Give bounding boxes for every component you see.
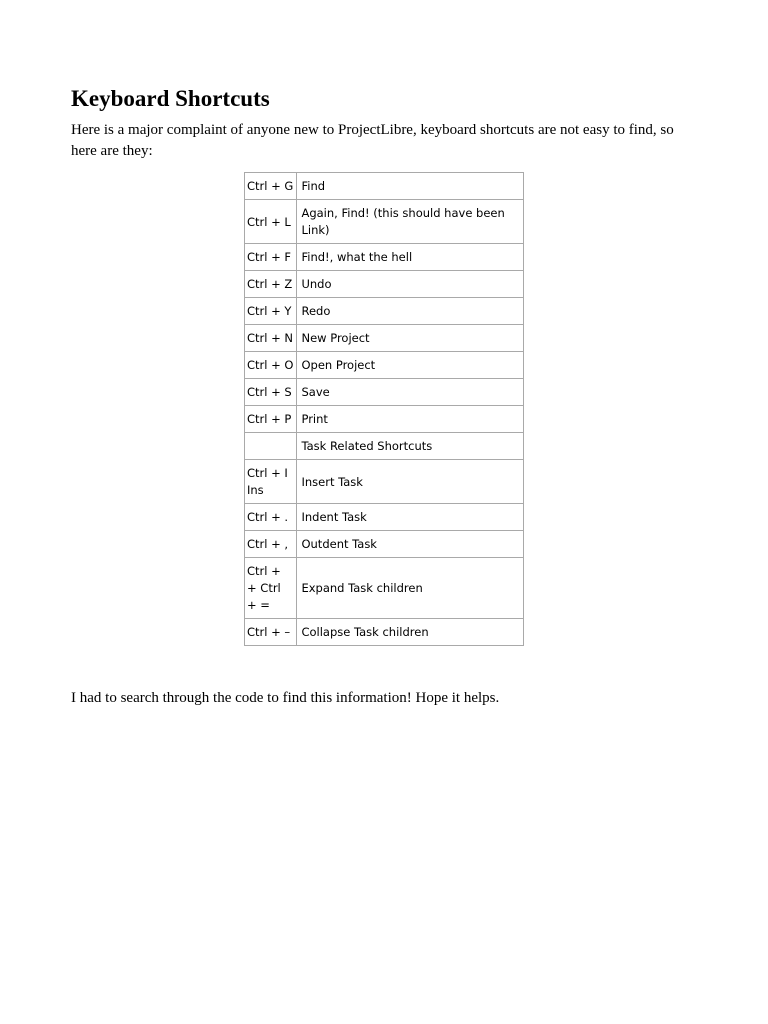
table-row bbox=[245, 352, 524, 379]
table-row bbox=[245, 298, 524, 325]
shortcut-description-cell: Outdent Task bbox=[297, 531, 524, 558]
table-row bbox=[245, 406, 524, 433]
shortcut-description-cell: Redo bbox=[297, 298, 524, 325]
shortcut-key-cell: Ctrl + N bbox=[245, 325, 297, 352]
table-row bbox=[245, 173, 524, 200]
table-row bbox=[245, 271, 524, 298]
shortcut-description-cell: Open Project bbox=[297, 352, 524, 379]
table-row bbox=[245, 200, 524, 244]
table-row bbox=[245, 325, 524, 352]
shortcut-description-cell: Save bbox=[297, 379, 524, 406]
shortcut-key-cell: Ctrl + G bbox=[245, 173, 297, 200]
shortcut-key-cell: Ctrl + . bbox=[245, 504, 297, 531]
shortcut-key-cell: Ctrl + S bbox=[245, 379, 297, 406]
table-section-row bbox=[245, 433, 524, 460]
shortcut-key-cell: Ctrl + F bbox=[245, 244, 297, 271]
shortcut-key-cell: Ctrl + , bbox=[245, 531, 297, 558]
shortcut-key-cell: Ctrl + P bbox=[245, 406, 297, 433]
section-heading-cell: Task Related Shortcuts bbox=[297, 433, 524, 460]
shortcut-description-cell: Collapse Task children bbox=[297, 619, 524, 646]
shortcut-description-cell: Print bbox=[297, 406, 524, 433]
shortcut-description-cell: New Project bbox=[297, 325, 524, 352]
shortcut-key-cell: Ctrl + + Ctrl + = bbox=[245, 558, 297, 619]
shortcut-key-cell: Ctrl + L bbox=[245, 200, 297, 244]
table-row bbox=[245, 460, 524, 504]
shortcut-description-cell: Again, Find! (this should have been Link) bbox=[297, 200, 524, 244]
table-row bbox=[245, 558, 524, 619]
shortcut-key-cell: Ctrl + O bbox=[245, 352, 297, 379]
shortcut-key-cell: Ctrl + Z bbox=[245, 271, 297, 298]
page-title: Keyboard Shortcuts bbox=[71, 86, 270, 111]
closing-paragraph: I had to search through the code to find this information! Hope it helps. bbox=[71, 690, 500, 706]
table-row bbox=[245, 619, 524, 646]
table-row bbox=[245, 531, 524, 558]
shortcut-key-cell: Ctrl + Y bbox=[245, 298, 297, 325]
intro-paragraph: Here is a major complaint of anyone new to ProjectLibre, keyboard shortcuts are not easy to find, so here are they: bbox=[71, 122, 674, 159]
shortcut-key-cell: Ctrl + I Ins bbox=[245, 460, 297, 504]
shortcuts-table-container bbox=[244, 172, 524, 646]
shortcut-description-cell: Expand Task children bbox=[297, 558, 524, 619]
table-row bbox=[245, 244, 524, 271]
shortcut-key-cell bbox=[245, 433, 297, 460]
shortcuts-table bbox=[244, 172, 524, 646]
shortcut-description-cell: Find!, what the hell bbox=[297, 244, 524, 271]
document-body bbox=[71, 84, 691, 646]
shortcut-description-cell: Find bbox=[297, 173, 524, 200]
shortcut-key-cell: Ctrl + – bbox=[245, 619, 297, 646]
table-row bbox=[245, 504, 524, 531]
shortcut-description-cell: Indent Task bbox=[297, 504, 524, 531]
shortcut-description-cell: Undo bbox=[297, 271, 524, 298]
shortcut-description-cell: Insert Task bbox=[297, 460, 524, 504]
table-row bbox=[245, 379, 524, 406]
